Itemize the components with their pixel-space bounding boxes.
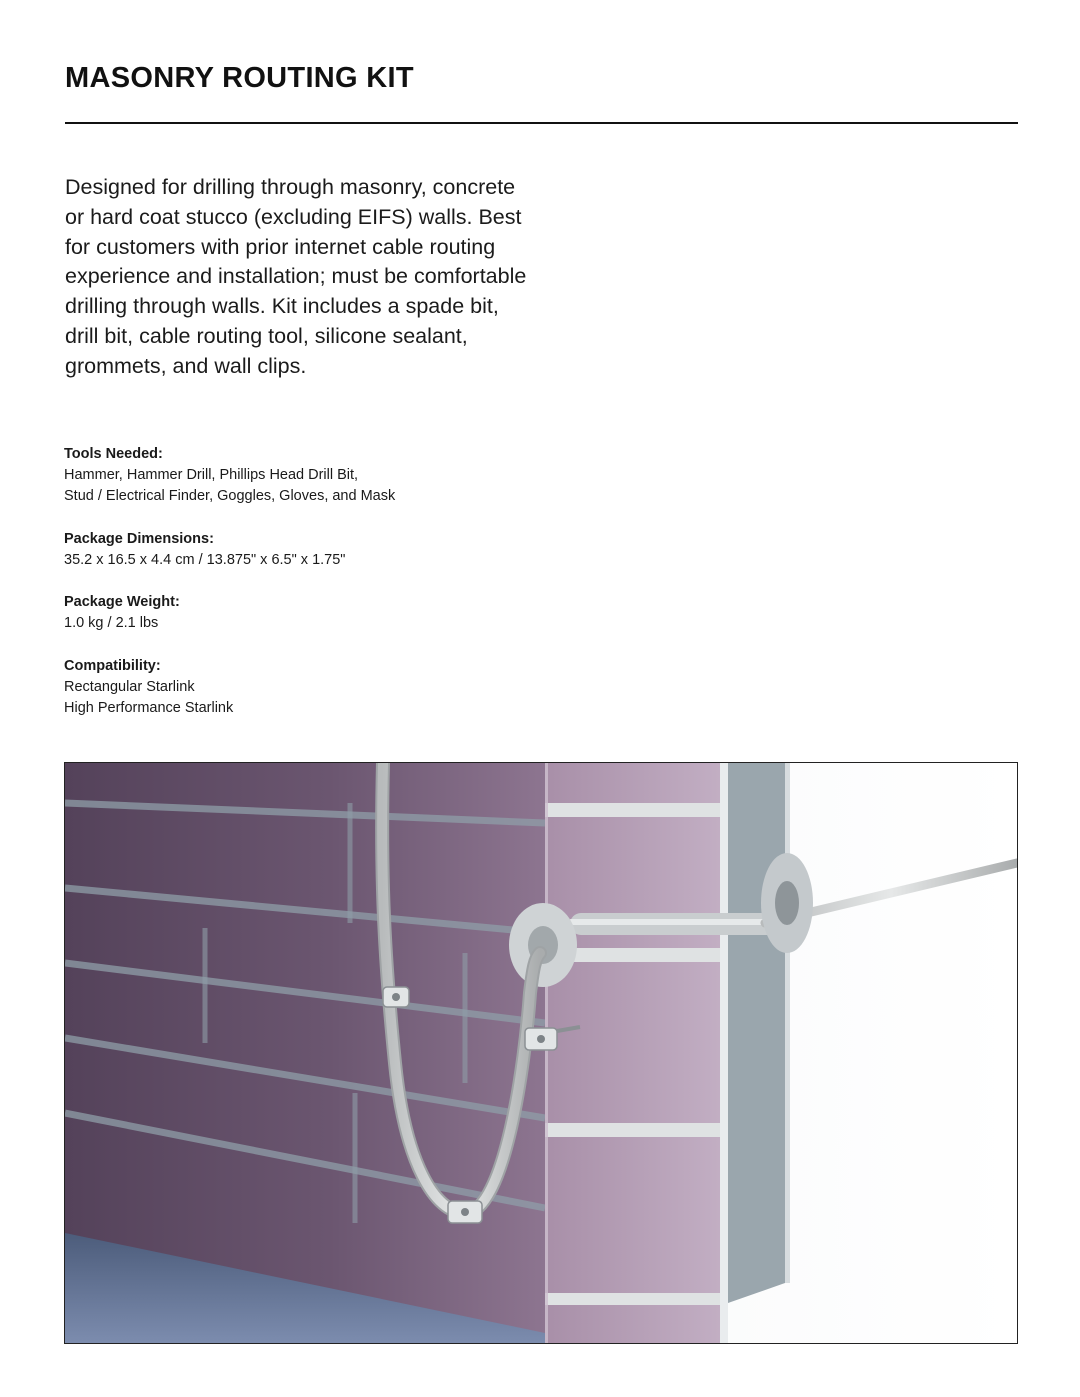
spec-compatibility-line: High Performance Starlink <box>64 700 234 716</box>
product-description: Designed for drilling through masonry, concrete or hard coat stucco (excluding EIFS) walls. Best for customers with prior internet cable routing experience and installation; must be comfortable drilling through walls. Kit includes a spade bit, drill bit, cable routing tool, silicone sealant, grommets, and wall clips. <box>65 175 527 378</box>
spec-compatibility <box>64 656 233 719</box>
spec-tools-line: Stud / Electrical Finder, Goggles, Gloves, and Mask <box>64 488 396 504</box>
spec-weight <box>64 592 180 634</box>
spec-dimensions-label: Package Dimensions: <box>64 531 214 547</box>
spec-tools-label: Tools Needed: <box>64 446 163 462</box>
spec-tools-line: Hammer, Hammer Drill, Phillips Head Drill Bit, <box>64 467 359 483</box>
spec-tools <box>64 444 395 507</box>
product-illustration <box>64 762 1018 1344</box>
spec-weight-label: Package Weight: <box>64 594 180 610</box>
title-divider <box>65 122 1018 124</box>
spec-dimensions-value: 35.2 x 16.5 x 4.4 cm / 13.875" x 6.5" x 1.75" <box>64 552 346 568</box>
spec-compatibility-line: Rectangular Starlink <box>64 679 195 695</box>
spec-dimensions <box>64 529 345 571</box>
spec-weight-value: 1.0 kg / 2.1 lbs <box>64 615 159 631</box>
page-title: MASONRY ROUTING KIT <box>65 62 414 94</box>
spec-compatibility-label: Compatibility: <box>64 658 161 674</box>
masonry-wall-illustration <box>65 763 1017 1343</box>
